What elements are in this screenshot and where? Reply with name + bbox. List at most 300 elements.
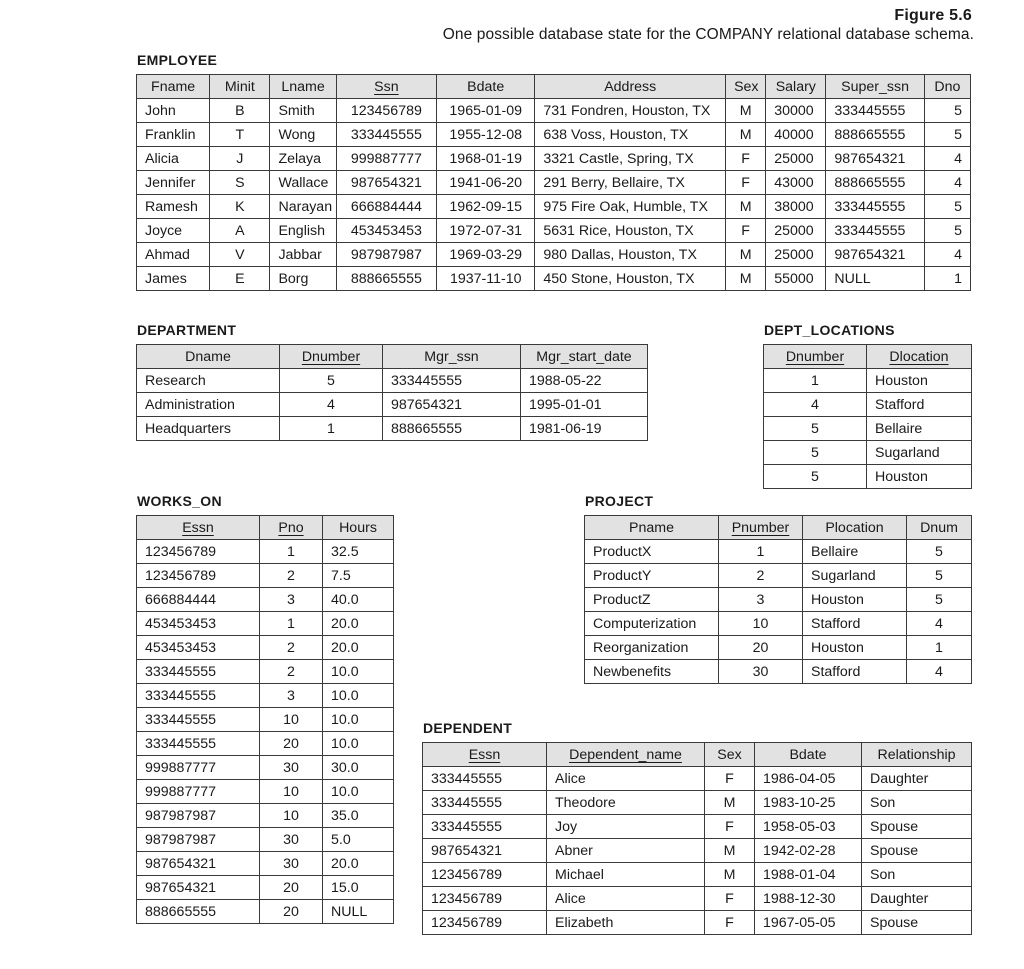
project-cell: ProductX [585,540,719,564]
dependent-cell: 987654321 [423,839,547,863]
works-on-cell: 10 [260,804,323,828]
dependent-column-header-label: Essn [468,746,501,763]
works-on-cell: 20 [260,876,323,900]
works-on-row [137,708,394,732]
employee-cell: 1941-06-20 [437,171,535,195]
works-on-row [137,828,394,852]
dependent-cell: Alice [547,887,705,911]
employee-cell: 333445555 [336,123,436,147]
works-on-row [137,756,394,780]
works-on-cell: NULL [323,900,394,924]
dependent-cell: 1988-12-30 [755,887,862,911]
employee-cell: 4 [924,171,970,195]
employee-cell: 888665555 [336,267,436,291]
project-cell: 10 [719,612,803,636]
dependent-cell: Joy [547,815,705,839]
dependent-row [423,815,972,839]
dept-locations-cell: 5 [764,441,867,465]
employee-row [137,123,971,147]
dependent-cell: M [705,791,755,815]
works-on-cell: 30 [260,756,323,780]
department-column-header [521,345,648,369]
works-on-cell: 15.0 [323,876,394,900]
dependent-cell: F [705,911,755,935]
employee-cell: 987654321 [336,171,436,195]
department-table [136,344,648,441]
employee-cell: 43000 [766,171,826,195]
employee-row [137,171,971,195]
department-cell: 1981-06-19 [521,417,648,441]
works-on-row [137,876,394,900]
works-on-cell: 20.0 [323,612,394,636]
works-on-cell: 40.0 [323,588,394,612]
department-row [137,417,648,441]
project-cell: Houston [803,588,907,612]
dependent-cell: Son [862,863,972,887]
employee-column-header [826,75,924,99]
project-row [585,588,972,612]
project-cell: 5 [907,540,972,564]
works-on-row [137,636,394,660]
employee-cell: English [270,219,336,243]
employee-row [137,195,971,219]
department-column-header-label: Dname [185,348,231,365]
works-on-table [136,515,394,924]
employee-cell: 638 Voss, Houston, TX [535,123,726,147]
project-table-label: PROJECT [585,493,654,509]
dept-locations-column-header-label: Dlocation [889,348,949,365]
employee-cell: M [726,123,766,147]
department-cell: 1995-01-01 [521,393,648,417]
works-on-cell: 333445555 [137,660,260,684]
employee-column-header-label: Sex [734,78,759,95]
works-on-cell: 333445555 [137,708,260,732]
dependent-column-header [862,743,972,767]
project-column-header [907,516,972,540]
project-cell: 1 [719,540,803,564]
works-on-cell: 1 [260,540,323,564]
works-on-cell: 35.0 [323,804,394,828]
dependent-column-header-label: Bdate [789,746,827,763]
works-on-cell: 888665555 [137,900,260,924]
works-on-cell: 987654321 [137,876,260,900]
department-column-header [383,345,521,369]
dependent-cell: Spouse [862,815,972,839]
project-cell: 20 [719,636,803,660]
project-cell: 3 [719,588,803,612]
works-on-column-header-label: Hours [339,519,377,536]
dependent-cell: Son [862,791,972,815]
project-column-header-label: Dnum [920,519,958,536]
employee-cell: 40000 [766,123,826,147]
employee-column-header [726,75,766,99]
employee-cell: Ramesh [137,195,210,219]
dept-locations-column-header [867,345,972,369]
project-cell: 30 [719,660,803,684]
employee-cell: F [726,147,766,171]
employee-cell: 38000 [766,195,826,219]
department-cell: Administration [137,393,280,417]
dependent-cell: Spouse [862,911,972,935]
employee-column-header-label: Minit [224,78,255,95]
employee-cell: 999887777 [336,147,436,171]
department-cell: 987654321 [383,393,521,417]
employee-cell: 5 [924,99,970,123]
employee-cell: Wallace [270,171,336,195]
dependent-cell: Daughter [862,767,972,791]
department-column-header [137,345,280,369]
department-cell: 1 [280,417,383,441]
dependent-column-header-label: Relationship [877,746,956,763]
employee-cell: 987654321 [826,147,924,171]
employee-cell: 453453453 [336,219,436,243]
works-on-cell: 987987987 [137,828,260,852]
department-cell: Research [137,369,280,393]
employee-cell: 25000 [766,243,826,267]
employee-cell: M [726,99,766,123]
dependent-cell: Abner [547,839,705,863]
employee-cell: Borg [270,267,336,291]
employee-cell: 30000 [766,99,826,123]
employee-column-header [437,75,535,99]
dept-locations-table-label: DEPT_LOCATIONS [764,322,895,338]
dept-locations-header-row [764,345,972,369]
works-on-cell: 2 [260,660,323,684]
dependent-cell: F [705,767,755,791]
dependent-row [423,863,972,887]
employee-cell: 666884444 [336,195,436,219]
project-cell: 4 [907,660,972,684]
project-cell: Bellaire [803,540,907,564]
works-on-row [137,804,394,828]
works-on-row [137,780,394,804]
works-on-cell: 20.0 [323,636,394,660]
works-on-cell: 30 [260,828,323,852]
works-on-cell: 333445555 [137,732,260,756]
employee-cell: 4 [924,147,970,171]
dept-locations-cell: Bellaire [867,417,972,441]
works-on-cell: 1 [260,612,323,636]
works-on-cell: 987987987 [137,804,260,828]
dept-locations-column-header-label: Dnumber [785,348,845,365]
project-column-header [719,516,803,540]
dept-locations-cell: Houston [867,465,972,489]
employee-cell: 1955-12-08 [437,123,535,147]
employee-cell: John [137,99,210,123]
employee-cell: 3321 Castle, Spring, TX [535,147,726,171]
works-on-row [137,852,394,876]
department-header-row [137,345,648,369]
employee-cell: V [210,243,270,267]
employee-column-header-label: Bdate [467,78,505,95]
dependent-cell: 123456789 [423,887,547,911]
employee-column-header [924,75,970,99]
works-on-row [137,588,394,612]
dept-locations-cell: 4 [764,393,867,417]
dept-locations-row [764,393,972,417]
employee-cell: 291 Berry, Bellaire, TX [535,171,726,195]
works-on-cell: 3 [260,684,323,708]
figure-caption: One possible database state for the COMPANY relational database schema. [442,26,974,43]
employee-column-header-label: Fname [151,78,196,95]
dependent-table-label: DEPENDENT [423,720,513,736]
works-on-cell: 5.0 [323,828,394,852]
department-column-header-label: Dnumber [301,348,361,365]
works-on-row [137,660,394,684]
employee-cell: Narayan [270,195,336,219]
project-header-row [585,516,972,540]
employee-cell: 25000 [766,147,826,171]
employee-cell: 1962-09-15 [437,195,535,219]
employee-column-header-label: Super_ssn [841,78,909,95]
employee-cell: Ahmad [137,243,210,267]
employee-column-header-label: Lname [281,78,325,95]
employee-cell: M [726,267,766,291]
dept-locations-cell: 5 [764,465,867,489]
employee-cell: S [210,171,270,195]
dependent-row [423,839,972,863]
works-on-cell: 10.0 [323,660,394,684]
employee-column-header-label: Address [604,78,657,95]
works-on-cell: 10.0 [323,780,394,804]
employee-cell: 1969-03-29 [437,243,535,267]
works-on-cell: 123456789 [137,564,260,588]
works-on-header-row [137,516,394,540]
dependent-header-row [423,743,972,767]
department-cell: 5 [280,369,383,393]
works-on-table-label: WORKS_ON [137,493,222,509]
employee-cell: NULL [826,267,924,291]
works-on-cell: 123456789 [137,540,260,564]
dependent-cell: Alice [547,767,705,791]
dept-locations-table [763,344,972,489]
dependent-row [423,911,972,935]
dependent-cell: F [705,815,755,839]
employee-row [137,243,971,267]
works-on-row [137,900,394,924]
works-on-cell: 453453453 [137,612,260,636]
employee-cell: 55000 [766,267,826,291]
works-on-row [137,732,394,756]
project-cell: 2 [719,564,803,588]
dependent-row [423,791,972,815]
employee-cell: 333445555 [826,195,924,219]
dependent-cell: 1942-02-28 [755,839,862,863]
department-cell: 4 [280,393,383,417]
employee-cell: 987654321 [826,243,924,267]
dependent-cell: Elizabeth [547,911,705,935]
dept-locations-cell: Stafford [867,393,972,417]
works-on-cell: 10 [260,780,323,804]
works-on-cell: 333445555 [137,684,260,708]
employee-cell: Zelaya [270,147,336,171]
project-row [585,540,972,564]
dependent-cell: 333445555 [423,767,547,791]
employee-table-label: EMPLOYEE [137,52,218,68]
dependent-row [423,887,972,911]
employee-cell: 888665555 [826,171,924,195]
employee-header-row [137,75,971,99]
dept-locations-row [764,465,972,489]
project-row [585,636,972,660]
works-on-row [137,540,394,564]
employee-cell: 5 [924,123,970,147]
employee-cell: F [726,219,766,243]
employee-row [137,99,971,123]
dependent-cell: 333445555 [423,791,547,815]
works-on-column-header [323,516,394,540]
dependent-cell: 1988-01-04 [755,863,862,887]
project-cell: Newbenefits [585,660,719,684]
works-on-cell: 10.0 [323,732,394,756]
employee-cell: Jennifer [137,171,210,195]
works-on-cell: 987654321 [137,852,260,876]
project-column-header-label: Pname [629,519,674,536]
department-column-header-label: Mgr_ssn [424,348,479,365]
works-on-cell: 20 [260,900,323,924]
department-column-header [280,345,383,369]
employee-cell: B [210,99,270,123]
employee-cell: Franklin [137,123,210,147]
project-cell: 4 [907,612,972,636]
department-row [137,393,648,417]
employee-cell: Joyce [137,219,210,243]
works-on-cell: 666884444 [137,588,260,612]
employee-cell: A [210,219,270,243]
employee-cell: 5 [924,195,970,219]
project-cell: Reorganization [585,636,719,660]
dependent-cell: 333445555 [423,815,547,839]
employee-cell: James [137,267,210,291]
dependent-cell: F [705,887,755,911]
project-cell: ProductZ [585,588,719,612]
project-cell: 5 [907,564,972,588]
employee-cell: T [210,123,270,147]
employee-column-header-label: Ssn [374,78,399,95]
works-on-cell: 10 [260,708,323,732]
works-on-column-header-label: Pno [278,519,304,536]
department-cell: 888665555 [383,417,521,441]
employee-column-header [766,75,826,99]
project-cell: Stafford [803,612,907,636]
department-column-header-label: Mgr_start_date [536,348,632,365]
employee-cell: 333445555 [826,99,924,123]
employee-cell: 123456789 [336,99,436,123]
project-row [585,612,972,636]
employee-column-header [137,75,210,99]
project-cell: Sugarland [803,564,907,588]
works-on-cell: 32.5 [323,540,394,564]
dependent-cell: 123456789 [423,911,547,935]
project-cell: Houston [803,636,907,660]
project-row [585,660,972,684]
works-on-cell: 999887777 [137,780,260,804]
dependent-cell: Spouse [862,839,972,863]
dept-locations-cell: 1 [764,369,867,393]
employee-cell: F [726,171,766,195]
employee-cell: Jabbar [270,243,336,267]
employee-column-header [210,75,270,99]
employee-cell: 5631 Rice, Houston, TX [535,219,726,243]
works-on-cell: 7.5 [323,564,394,588]
employee-cell: E [210,267,270,291]
project-table [584,515,972,684]
works-on-column-header-label: Essn [182,519,214,536]
employee-cell: 731 Fondren, Houston, TX [535,99,726,123]
employee-cell: 1 [924,267,970,291]
employee-column-header [270,75,336,99]
dependent-cell: M [705,839,755,863]
employee-table [136,74,971,291]
employee-row [137,219,971,243]
employee-cell: M [726,243,766,267]
dept-locations-column-header [764,345,867,369]
employee-column-header-label: Salary [775,78,816,95]
employee-cell: 1972-07-31 [437,219,535,243]
department-cell: 1988-05-22 [521,369,648,393]
works-on-cell: 10.0 [323,684,394,708]
works-on-cell: 10.0 [323,708,394,732]
employee-column-header [535,75,726,99]
dependent-column-header [423,743,547,767]
dept-locations-cell: Houston [867,369,972,393]
department-table-label: DEPARTMENT [137,322,237,338]
dependent-column-header-label: Sex [717,746,742,763]
employee-cell: Wong [270,123,336,147]
project-column-header [585,516,719,540]
works-on-row [137,612,394,636]
dependent-cell: Michael [547,863,705,887]
department-cell: Headquarters [137,417,280,441]
dept-locations-row [764,369,972,393]
project-cell: 5 [907,588,972,612]
dependent-column-header [547,743,705,767]
works-on-cell: 3 [260,588,323,612]
project-cell: 1 [907,636,972,660]
employee-cell: 1968-01-19 [437,147,535,171]
employee-row [137,267,971,291]
employee-cell: 975 Fire Oak, Humble, TX [535,195,726,219]
dependent-table [422,742,972,935]
employee-cell: 987987987 [336,243,436,267]
works-on-cell: 999887777 [137,756,260,780]
employee-column-header-label: Dno [934,78,961,95]
works-on-column-header [137,516,260,540]
employee-cell: K [210,195,270,219]
dependent-column-header [755,743,862,767]
employee-cell: 4 [924,243,970,267]
works-on-cell: 453453453 [137,636,260,660]
dependent-cell: 123456789 [423,863,547,887]
employee-cell: 888665555 [826,123,924,147]
dependent-column-header [705,743,755,767]
employee-cell: Smith [270,99,336,123]
dependent-column-header-label: Dependent_name [569,746,682,763]
dept-locations-cell: Sugarland [867,441,972,465]
employee-cell: 1937-11-10 [437,267,535,291]
works-on-cell: 30 [260,852,323,876]
dependent-row [423,767,972,791]
works-on-cell: 20.0 [323,852,394,876]
dependent-cell: Daughter [862,887,972,911]
project-row [585,564,972,588]
employee-cell: J [210,147,270,171]
works-on-cell: 2 [260,564,323,588]
employee-row [137,147,971,171]
employee-cell: 5 [924,219,970,243]
department-cell: 333445555 [383,369,521,393]
works-on-cell: 20 [260,732,323,756]
